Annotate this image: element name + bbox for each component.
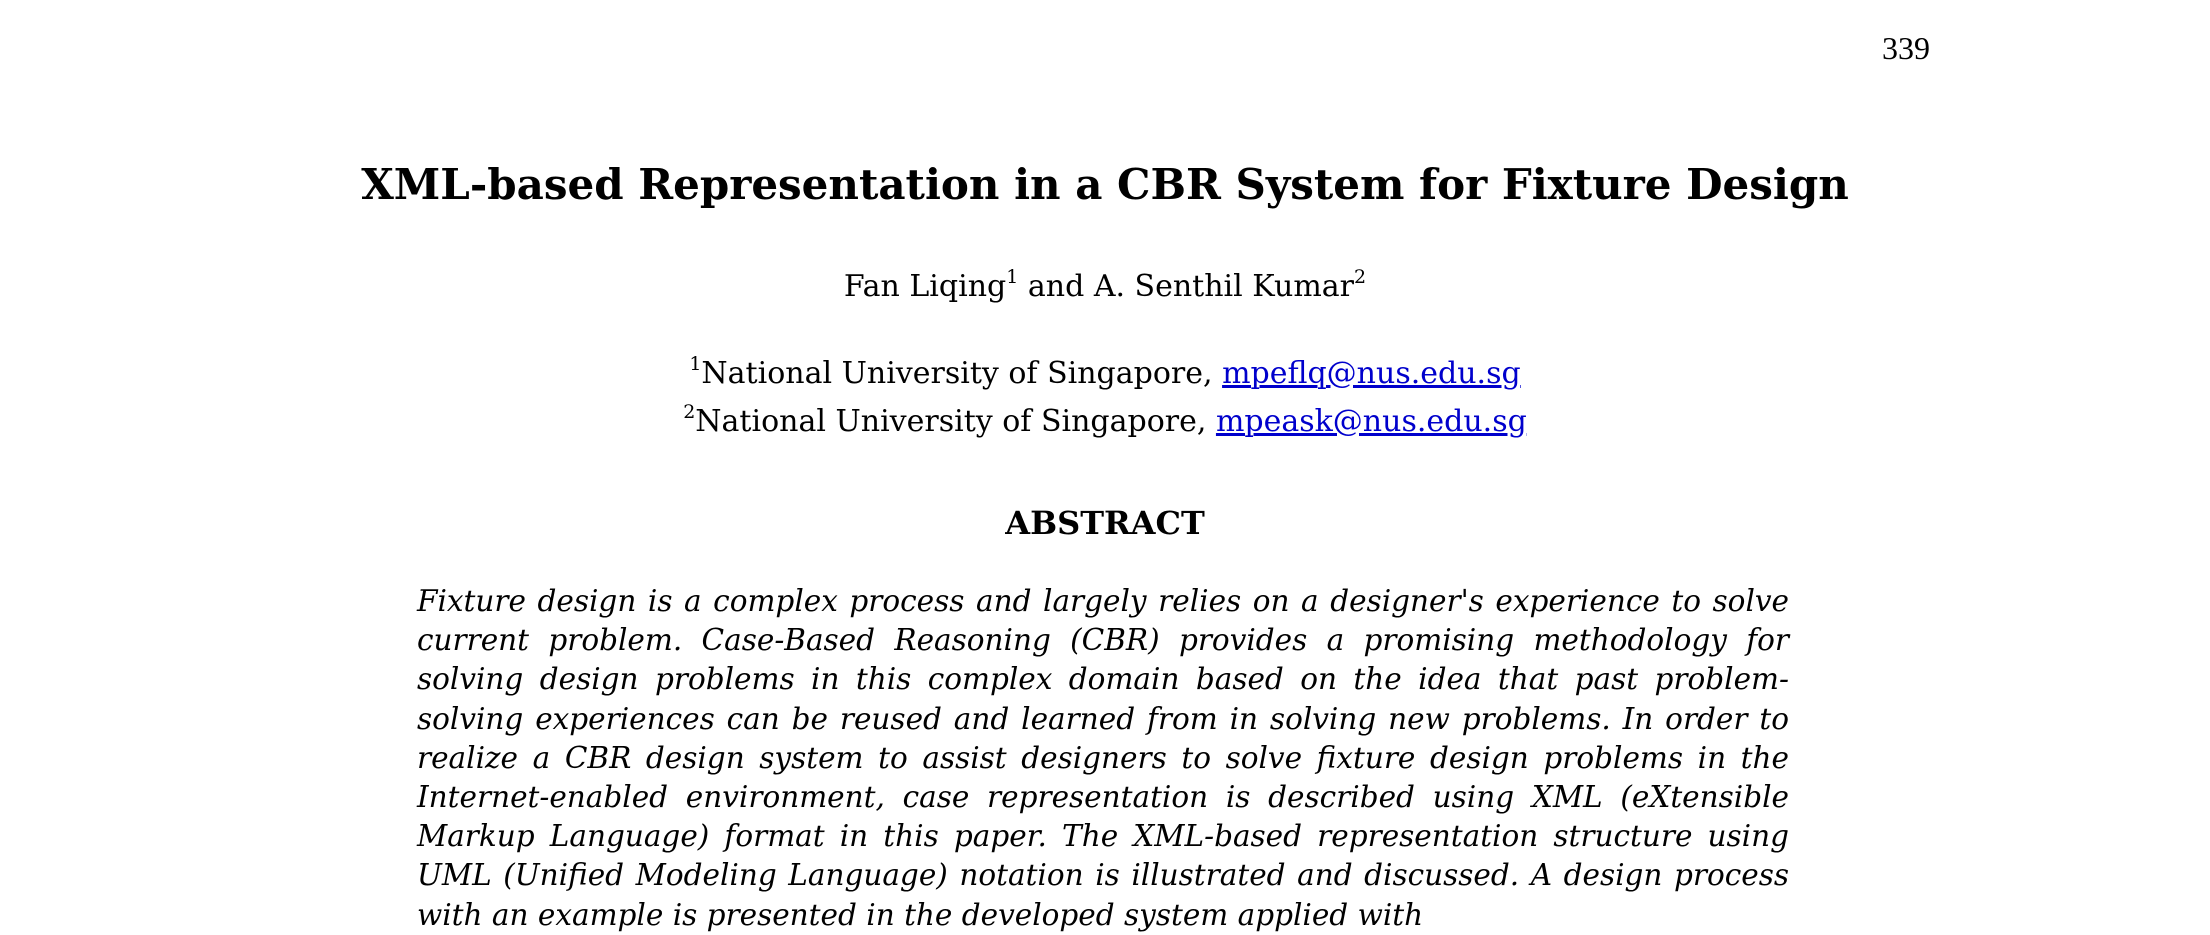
author-conjunction: and bbox=[1018, 269, 1094, 304]
affiliation-institution: National University of Singapore, bbox=[695, 404, 1216, 439]
abstract-heading: ABSTRACT bbox=[1005, 504, 1205, 542]
affiliation-line bbox=[0, 394, 2210, 442]
affiliation-institution: National University of Singapore, bbox=[701, 356, 1223, 391]
affiliation-list bbox=[0, 346, 2210, 442]
author-affiliation-marker: 2 bbox=[1354, 266, 1367, 288]
affiliation-line bbox=[0, 346, 2210, 394]
abstract-body: Fixture design is a complex process and largely relies on a designer's experience to solve current problem. Case-Based Reasoning (CBR) provides a promising methodology for solving design problems in this complex domain based on the idea that past problem-solving experiences can be reused and learned from in solving new problems. In order to realize a CBR design system to assist designers to solve fixture design problems in the Internet-enabled environment, case representation is described using XML (eXtensible Markup Language) format in this paper. The XML-based representation structure using UML (Unified Modeling Language) notation is illustrated and discussed. A design process with an example is presented in the developed system applied with bbox=[417, 584, 1789, 932]
page-number: 339 bbox=[1882, 30, 1930, 66]
affiliation-marker: 1 bbox=[689, 353, 702, 375]
affiliation-marker: 2 bbox=[683, 401, 696, 423]
author-affiliation-marker: 1 bbox=[1006, 266, 1019, 288]
author-list bbox=[0, 268, 2210, 304]
email-link[interactable]: mpeflq@nus.edu.sg bbox=[1222, 356, 1521, 391]
paper-title: XML-based Representation in a CBR System for Fixture Design bbox=[361, 160, 1849, 209]
author-name: Fan Liqing bbox=[843, 269, 1007, 304]
author-name: A. Senthil Kumar bbox=[1093, 269, 1355, 304]
email-link[interactable]: mpeask@nus.edu.sg bbox=[1215, 404, 1527, 439]
